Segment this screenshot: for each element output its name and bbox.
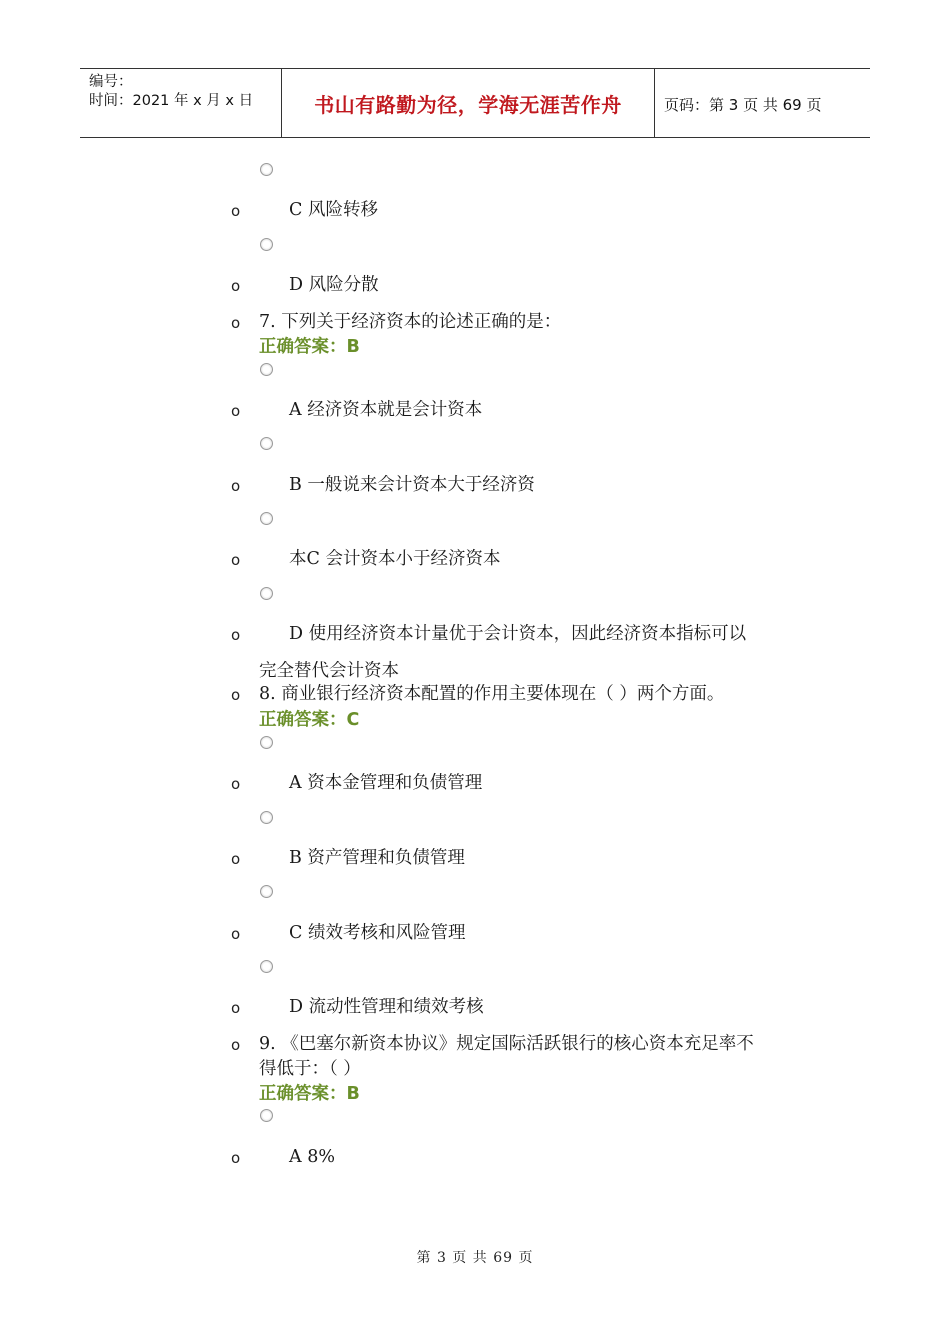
list-bullet: o xyxy=(231,999,241,1017)
header-page-info: 页码：第 3 页 共 69 页 xyxy=(664,96,822,114)
option-a: A 8% xyxy=(289,1147,335,1167)
list-bullet: o xyxy=(231,314,241,332)
header-motto: 书山有路勤为径，学海无涯苦作舟 xyxy=(314,93,622,117)
list-bullet: o xyxy=(231,277,241,295)
option-d: D 使用经济资本计量优于会计资本，因此经济资本指标可以 xyxy=(289,624,747,644)
option-c: 本C 会计资本小于经济资本 xyxy=(289,549,501,569)
question-8: 8. 商业银行经济资本配置的作用主要体现在（ ）两个方面。 xyxy=(259,684,725,704)
list-bullet: o xyxy=(231,1149,241,1167)
radio-button[interactable] xyxy=(260,163,273,176)
correct-answer: 正确答案：B xyxy=(259,337,360,357)
serial-label: 编号： xyxy=(89,74,133,90)
option-a: A 资本金管理和负债管理 xyxy=(289,773,483,793)
option-c: C 风险转移 xyxy=(289,200,378,220)
radio-button[interactable] xyxy=(260,512,273,525)
question-9-continued: 得低于：（ ） xyxy=(259,1059,361,1079)
question-7: 7. 下列关于经济资本的论述正确的是： xyxy=(259,312,562,332)
list-bullet: o xyxy=(231,402,241,420)
list-bullet: o xyxy=(231,202,241,220)
option-b: B 资产管理和负债管理 xyxy=(289,848,465,868)
option-d-continued: 完全替代会计资本 xyxy=(259,661,399,681)
radio-button[interactable] xyxy=(260,736,273,749)
list-bullet: o xyxy=(231,626,241,644)
list-bullet: o xyxy=(231,686,241,704)
radio-button[interactable] xyxy=(260,811,273,824)
radio-button[interactable] xyxy=(260,437,273,450)
correct-answer: 正确答案：C xyxy=(259,710,360,730)
option-b: B 一般说来会计资本大于经济资 xyxy=(289,475,535,495)
radio-button[interactable] xyxy=(260,587,273,600)
radio-button[interactable] xyxy=(260,885,273,898)
radio-button[interactable] xyxy=(260,238,273,251)
list-bullet: o xyxy=(231,925,241,943)
option-a: A 经济资本就是会计资本 xyxy=(289,400,483,420)
option-d: D 流动性管理和绩效考核 xyxy=(289,997,484,1017)
list-bullet: o xyxy=(231,775,241,793)
option-c: C 绩效考核和风险管理 xyxy=(289,923,466,943)
correct-answer: 正确答案：B xyxy=(259,1084,360,1104)
date-line: 时间：2021 年 x 月 x 日 xyxy=(89,93,254,109)
radio-button[interactable] xyxy=(260,363,273,376)
option-d: D 风险分散 xyxy=(289,275,379,295)
radio-button[interactable] xyxy=(260,960,273,973)
radio-button[interactable] xyxy=(260,1109,273,1122)
list-bullet: o xyxy=(231,1036,241,1054)
question-9: 9. 《巴塞尔新资本协议》规定国际活跃银行的核心资本充足率不 xyxy=(259,1034,754,1054)
list-bullet: o xyxy=(231,477,241,495)
list-bullet: o xyxy=(231,850,241,868)
page-footer: 第 3 页 共 69 页 xyxy=(416,1250,534,1266)
list-bullet: o xyxy=(231,551,241,569)
